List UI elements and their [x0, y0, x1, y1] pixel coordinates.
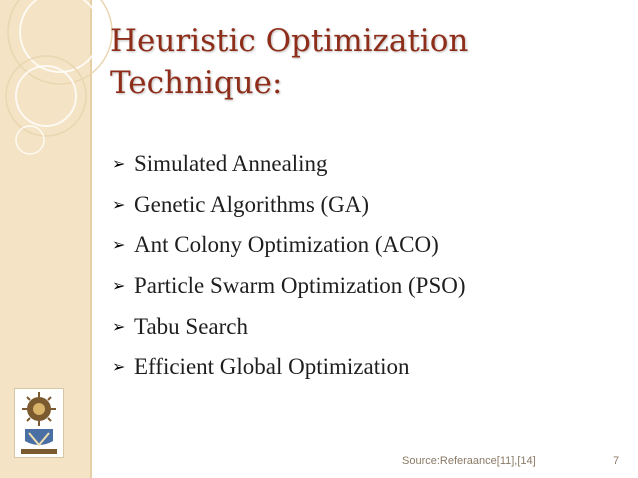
slide-title — [110, 20, 610, 104]
bullet-list — [112, 144, 466, 388]
bullet-text: Genetic Algorithms (GA) — [134, 191, 370, 217]
bullet-item — [112, 266, 466, 307]
page-number: 7 — [613, 455, 620, 467]
bullet-item — [112, 185, 466, 226]
arrow-bullet-icon: ➢ — [112, 278, 126, 296]
bullet-text: Efficient Global Optimization — [134, 354, 410, 380]
bullet-text: Particle Swarm Optimization (PSO) — [134, 273, 466, 299]
arrow-bullet-icon: ➢ — [112, 156, 126, 174]
bullet-text: Ant Colony Optimization (ACO) — [134, 232, 439, 258]
bullet-text: Simulated Annealing — [134, 151, 328, 177]
arrow-bullet-icon: ➢ — [112, 196, 126, 214]
institution-emblem-icon — [14, 388, 64, 458]
arrow-bullet-icon: ➢ — [112, 359, 126, 377]
bullet-item — [112, 144, 466, 185]
arrow-bullet-icon: ➢ — [112, 318, 126, 336]
bullet-text: Tabu Search — [134, 313, 248, 339]
source-citation: Source:Referaance[11],[14] — [402, 455, 536, 467]
slide-title-line-1: Heuristic Optimization — [110, 23, 469, 59]
concentric-rings-icon — [0, 0, 120, 160]
bullet-item — [112, 225, 466, 266]
arrow-bullet-icon: ➢ — [112, 237, 126, 255]
slide-title-line-2: Technique: — [110, 65, 283, 101]
bullet-item — [112, 347, 466, 388]
bullet-item — [112, 306, 466, 347]
